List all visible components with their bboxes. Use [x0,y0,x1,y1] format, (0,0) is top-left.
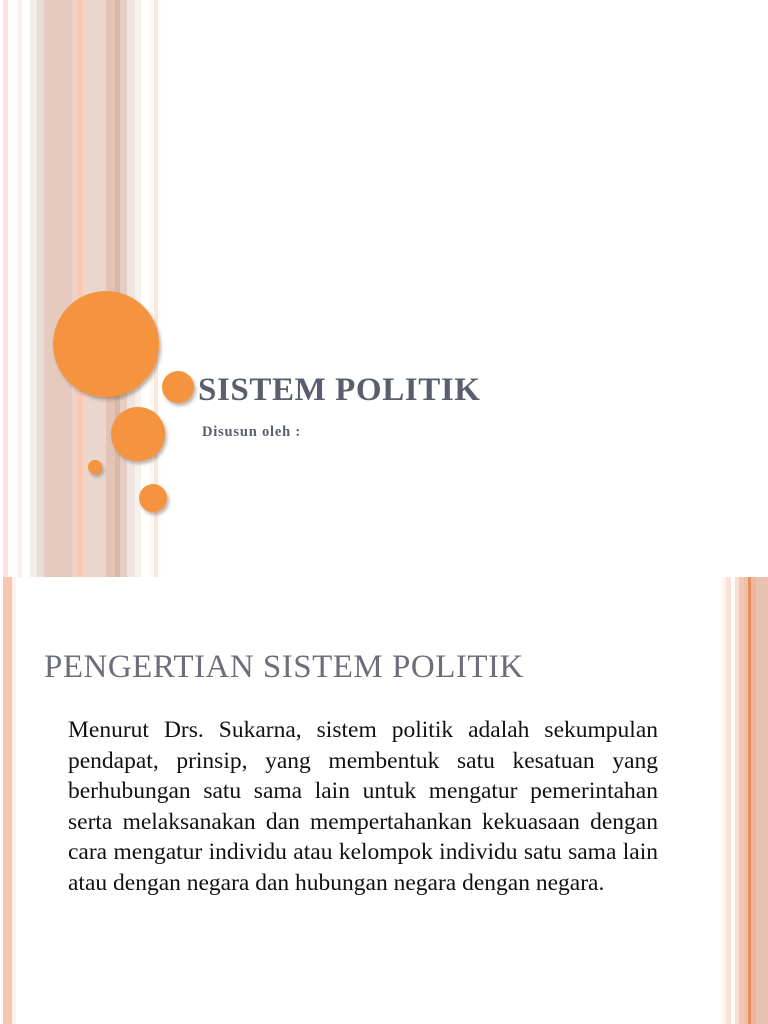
decorative-circle-medium [111,407,165,461]
s2-stripe-l1 [3,577,12,1024]
content-slide [0,577,768,1024]
slide-subtitle: Disusun oleh : [202,424,302,441]
stripe-15 [127,0,135,577]
stripe-2 [8,0,18,577]
stripe-14 [120,0,127,577]
decorative-circle-small [162,371,194,403]
s2-stripe-l3 [16,577,24,1024]
decorative-stripe-band-slide2-left [0,577,24,1024]
section-heading: PENGERTIAN SISTEM POLITIK [44,649,524,685]
decorative-stripe-band-slide2-right [716,577,768,1024]
stripe-11 [90,0,106,577]
s2-stripe-r9 [756,577,768,1024]
stripe-7 [44,0,72,577]
decorative-dot-tiny [88,460,102,474]
slide-title: SISTEM POLITIK [198,372,481,408]
stripe-5 [30,0,37,577]
decorative-circle-large [53,291,159,397]
stripe-4 [22,0,30,577]
stripe-10 [83,0,90,577]
stripe-12 [106,0,115,577]
stripe-6 [37,0,44,577]
body-paragraph: Menurut Drs. Sukarna, sistem politik adalah sekumpulan pendapat, prinsip, yang membentuk satu kesatuan yang berhubungan satu sama lain untuk mengatur pemerintahan serta melaksanakan dan mempertahankan kekuasaan dengan cara mengatur individu atau kelompok individu satu sama lain atau dengan negara dan hubungan negara dengan negara. [68,717,658,896]
decorative-circle-bottom [139,484,167,512]
title-block [198,372,718,441]
